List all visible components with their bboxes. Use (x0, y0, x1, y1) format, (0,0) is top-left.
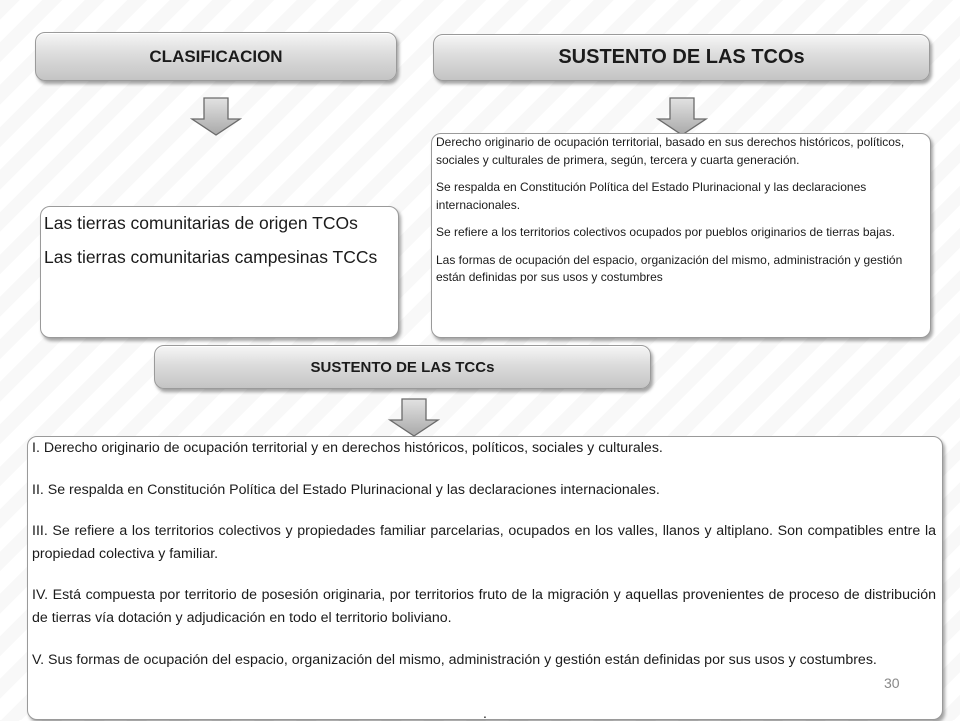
sustento-tcos-header (433, 34, 930, 81)
tco-point: Se respalda en Constitución Política del Estado Plurinacional y las declaraciones internacionales. (436, 180, 867, 212)
down-arrow-icon (190, 97, 242, 137)
tco-point: Derecho originario de ocupación territorial, basado en sus derechos históricos, políticos, sociales y culturales de primera, según, tercera y cuarta generación. (436, 135, 905, 167)
clasificacion-item: Las tierras comunitarias campesinas TCCs (44, 247, 378, 267)
tcc-point: IV. Está compuesta por territorio de posesión originaria, por territorios fruto de la migración y aquellas provenientes de proceso de distribución de tierras vía dotación y adjudicación en todo el territorio boliviano. (32, 587, 936, 626)
clasificacion-item: Las tierras comunitarias de origen TCOs (44, 213, 358, 233)
tco-point: Las formas de ocupación del espacio, organización del mismo, administración y gestión están definidas por sus usos y costumbres (436, 252, 903, 284)
down-arrow-icon (388, 398, 440, 438)
tcc-point: V. Sus formas de ocupación del espacio, organización del mismo, administración y gestión están definidas por sus usos y costumbres. (32, 651, 877, 668)
clasificacion-header-label: CLASIFICACION (149, 46, 283, 66)
tcc-point: III. Se refiere a los territorios colectivos y propiedades familiar parcelarias, ocupados en los valles, llanos y altiplano. Son compatibles entre la propiedad colectiva y familiar. (32, 523, 936, 562)
stray-mark: . (483, 705, 487, 721)
tco-point: Se refiere a los territorios colectivos ocupados por pueblos originarios de tierras bajas. (436, 225, 895, 239)
page-number: 30 (884, 675, 900, 691)
clasificacion-header (35, 32, 397, 81)
tcc-point: II. Se respalda en Constitución Política del Estado Plurinacional y las declaraciones internacionales. (32, 481, 660, 498)
sustento-tcos-header-label: SUSTENTO DE LAS TCOs (558, 46, 805, 68)
sustento-tccs-header (154, 345, 651, 389)
tcc-points-box (27, 436, 943, 720)
sustento-tccs-header-label: SUSTENTO DE LAS TCCs (310, 358, 495, 376)
down-arrow-icon (656, 97, 708, 137)
tco-points-box (431, 133, 931, 338)
tcc-point: I. Derecho originario de ocupación territorial y en derechos históricos, políticos, sociales y culturales. (32, 440, 663, 456)
clasificacion-box (40, 206, 399, 338)
